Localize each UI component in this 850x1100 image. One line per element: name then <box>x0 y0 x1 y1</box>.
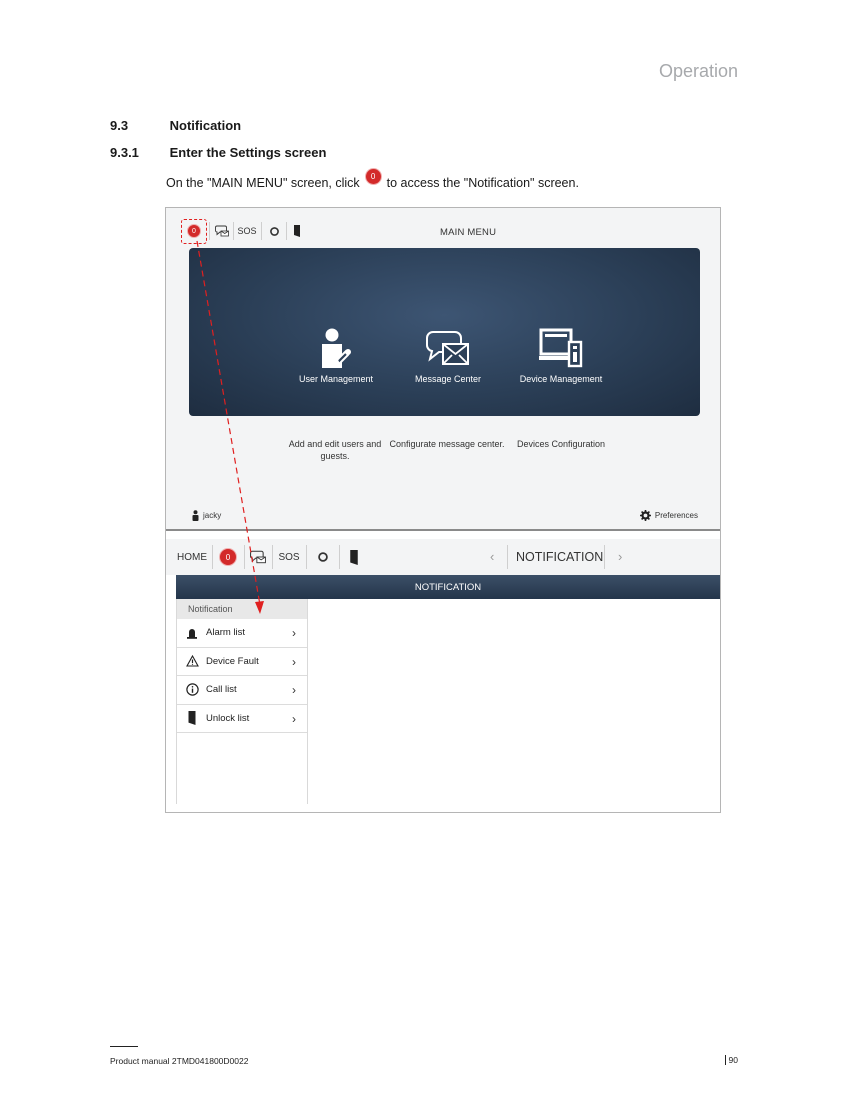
notification-title: NOTIFICATION <box>516 550 604 564</box>
chevron-left-icon[interactable]: ‹ <box>490 549 495 564</box>
chevron-right-icon: › <box>292 654 296 669</box>
user-management-desc: Add and edit users and guests. <box>288 439 382 461</box>
device-management-desc: Devices Configuration <box>516 439 606 449</box>
section-title: Notification <box>169 118 242 133</box>
chevron-right-icon[interactable]: › <box>618 549 623 564</box>
subsection-heading <box>110 145 326 160</box>
chevron-right-icon: › <box>292 711 296 726</box>
instruction-after: to access the "Notification" screen. <box>386 175 579 190</box>
screenshot-frame <box>165 207 721 813</box>
sos-button[interactable]: SOS <box>278 551 300 563</box>
section-heading <box>110 118 241 133</box>
preferences-label: Preferences <box>654 511 698 520</box>
chevron-right-icon: › <box>292 683 296 697</box>
notification-badge: 0 <box>219 548 237 566</box>
footer-rule <box>110 1046 138 1047</box>
device-management-label: Device Management <box>519 374 603 384</box>
footer-product: Product manual 2TMD041800D0022 <box>110 1056 249 1066</box>
menu-heading: Notification <box>177 599 307 619</box>
instruction-before: On the "MAIN MENU" screen, click <box>166 175 360 190</box>
home-button[interactable]: HOME <box>177 551 207 563</box>
section-number: 9.3 <box>110 118 129 133</box>
message-center-label: Message Center <box>414 374 482 384</box>
sos-button[interactable]: SOS <box>237 226 257 236</box>
user-management-label: User Management <box>298 374 374 384</box>
chapter-header: Operation <box>658 61 738 81</box>
notification-banner: NOTIFICATION <box>176 575 720 599</box>
page-number: 90 <box>725 1055 738 1065</box>
subsection-number: 9.3.1 <box>110 145 139 160</box>
menu-item-label: Device Fault <box>206 655 259 667</box>
callout-arrow <box>166 208 720 813</box>
message-center-desc: Configurate message center. <box>389 439 505 449</box>
subsection-title: Enter the Settings screen <box>169 145 327 160</box>
main-menu-title: MAIN MENU <box>440 227 497 238</box>
user-name: jacky <box>203 511 222 520</box>
menu-item-label: Call list <box>206 684 237 696</box>
instruction-text <box>166 174 579 191</box>
notification-badge: 0 <box>187 224 201 238</box>
menu-item-label: Unlock list <box>206 712 250 724</box>
menu-item-label: Alarm list <box>206 627 246 639</box>
notification-badge-inline: 0 <box>365 168 382 185</box>
chevron-right-icon: › <box>292 626 296 640</box>
